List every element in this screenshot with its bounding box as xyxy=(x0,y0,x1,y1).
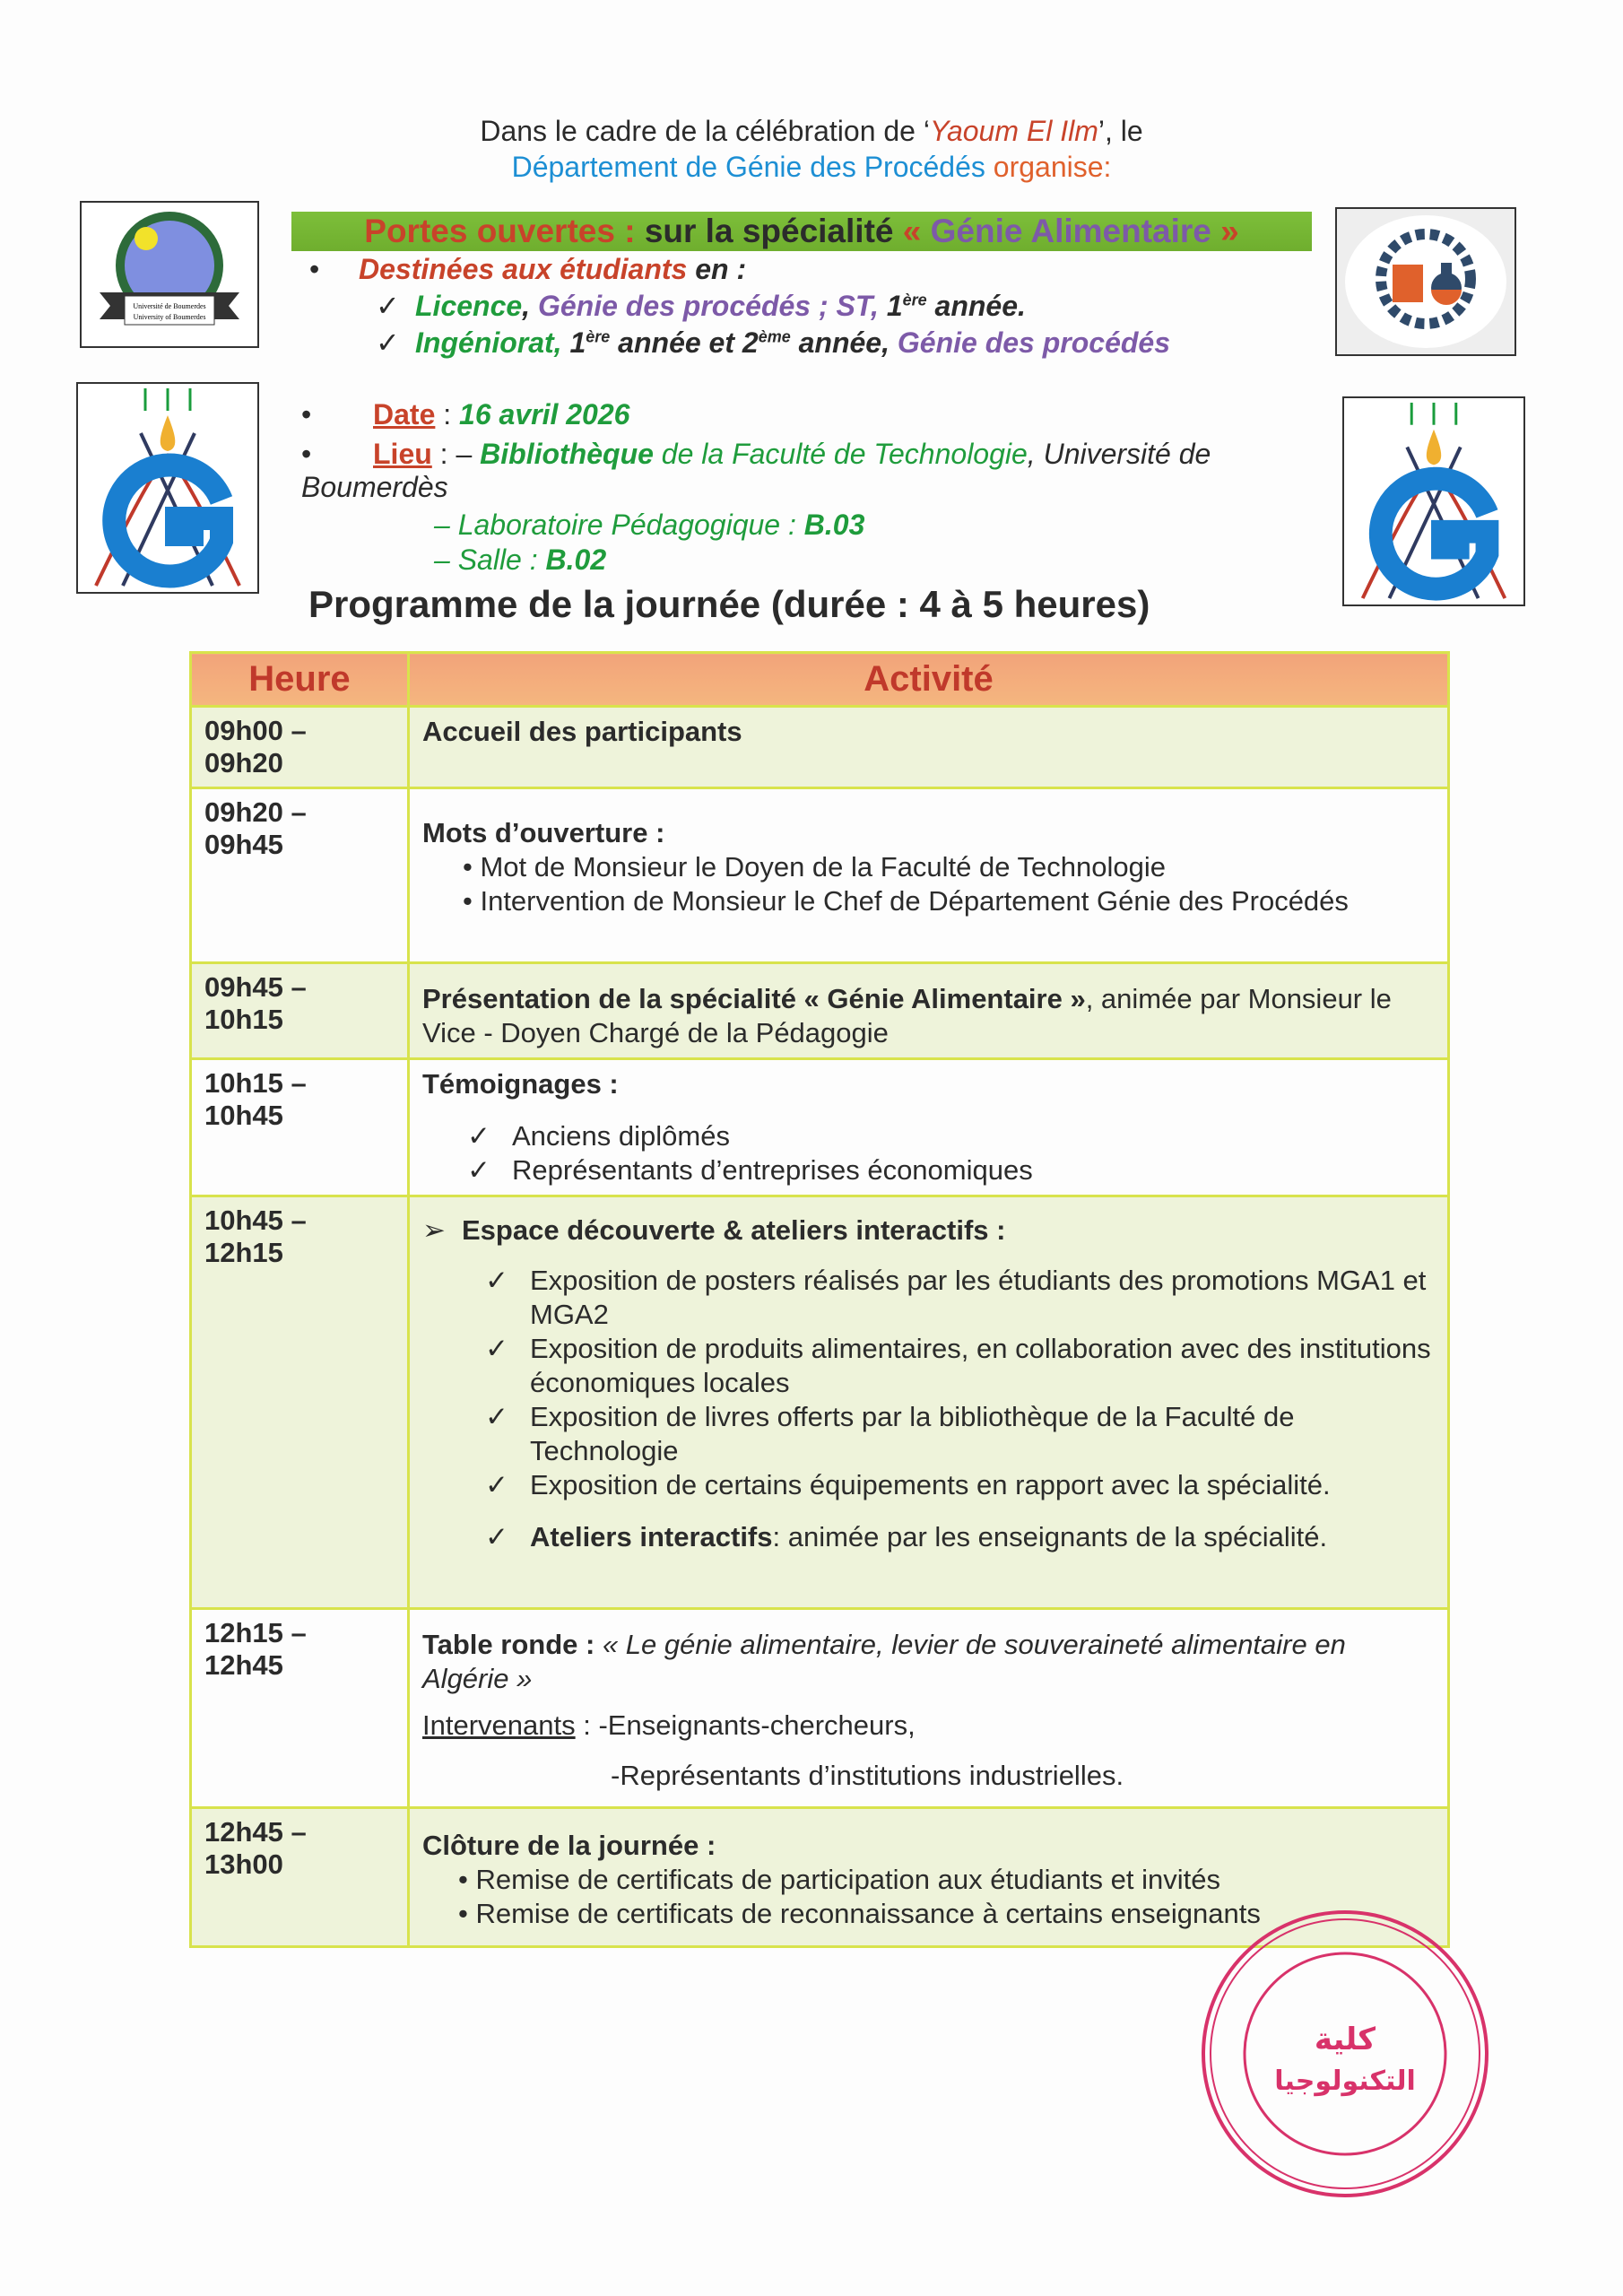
genie-alimentaire-logo-right xyxy=(1342,396,1525,606)
table-row xyxy=(191,1609,1449,1808)
activity-cell xyxy=(409,1609,1449,1808)
table-row xyxy=(191,707,1449,788)
time-cell xyxy=(191,963,409,1059)
check-icon: ✓ xyxy=(485,1333,508,1364)
time-end: 12h45 xyxy=(204,1649,283,1681)
activity-quote: « Le génie alimentaire, levier de souveraineté alimentaire en Algérie » xyxy=(422,1629,1346,1694)
item-text: 1 xyxy=(561,326,586,359)
lieu-universite: , Université de xyxy=(1027,438,1211,470)
date-value: 16 avril 2026 xyxy=(459,398,630,430)
lieu-laboratoire xyxy=(434,509,864,542)
audience-item-ingeniorat xyxy=(376,326,1170,360)
banner-specialite: Génie Alimentaire xyxy=(930,213,1211,249)
faculty-stamp xyxy=(1193,1901,1497,2206)
intervenant: -Représentants d’institutions industrielles. xyxy=(611,1760,1124,1791)
university-logo-icon xyxy=(82,203,257,346)
faculty-logo xyxy=(1335,207,1516,356)
genie-alimentaire-logo-left xyxy=(76,382,259,594)
intervenant: : -Enseignants-chercheurs, xyxy=(575,1709,916,1741)
arrow-bullet-icon: ➢ xyxy=(422,1214,446,1246)
check-icon: ✓ xyxy=(376,326,400,359)
lieu-salle xyxy=(434,544,606,577)
check-icon: ✓ xyxy=(467,1154,490,1186)
activity-title: Clôture de la journée : xyxy=(422,1830,716,1861)
table-row xyxy=(191,963,1449,1059)
time-end: 10h45 xyxy=(204,1100,283,1131)
lieu-bibliotheque: Bibliothèque xyxy=(480,438,654,470)
time-end: 10h15 xyxy=(204,1004,283,1035)
time-end: 09h20 xyxy=(204,747,283,778)
time-cell xyxy=(191,1609,409,1808)
title-banner xyxy=(291,212,1312,251)
svg-text:Université de Boumerdes: Université de Boumerdes xyxy=(133,302,206,310)
item-sup: ère xyxy=(586,327,611,346)
activity-item xyxy=(422,1264,1435,1332)
audience-en: en : xyxy=(687,253,747,285)
time-start: 12h15 – xyxy=(204,1617,307,1648)
activity-cell xyxy=(409,963,1449,1059)
lieu-sep: : – xyxy=(431,438,481,470)
lieu-sub-room: B.02 xyxy=(545,544,607,576)
activity-title: Témoignages : xyxy=(422,1068,619,1100)
activity-item: • Remise de certificats de participation aux étudiants et invités xyxy=(458,1864,1221,1895)
check-icon: ✓ xyxy=(485,1401,508,1432)
activity-item xyxy=(422,1400,1435,1468)
lieu-boumerdes: Boumerdès xyxy=(301,471,448,503)
activity-item: • Intervention de Monsieur le Chef de Département Génie des Procédés xyxy=(463,885,1349,917)
time-cell xyxy=(191,707,409,788)
activity-title: Mots d’ouverture : xyxy=(422,817,665,848)
stamp-icon xyxy=(1193,1901,1497,2206)
time-cell xyxy=(191,1059,409,1196)
item-text: année. xyxy=(926,290,1026,322)
activity-item xyxy=(422,1153,1435,1187)
programme-title: Programme de la journée (durée : 4 à 5 heures) xyxy=(308,583,1150,625)
yaoum-el-ilm: Yaoum El Ilm xyxy=(929,115,1098,147)
date-line xyxy=(301,398,629,431)
item-text: Exposition de produits alimentaires, en collaboration avec des institutions économiques locales xyxy=(530,1333,1431,1398)
banner-quote: » xyxy=(1211,213,1239,249)
activity-title: Accueil des participants xyxy=(422,716,742,747)
audience-label: Destinées aux étudiants xyxy=(359,253,688,285)
activity-item xyxy=(422,1332,1435,1400)
time-end: 12h15 xyxy=(204,1237,283,1268)
header-heure: Heure xyxy=(191,653,409,707)
audience-item-licence xyxy=(376,289,1026,323)
programme-table xyxy=(189,651,1450,1948)
banner-sur: sur la spécialité xyxy=(635,213,903,249)
check-icon: ✓ xyxy=(376,290,400,322)
item-text: Ingéniorat, xyxy=(415,326,562,359)
organise-text: organise: xyxy=(985,151,1112,183)
item-text: Anciens diplômés xyxy=(512,1120,730,1152)
item-text: Exposition de livres offerts par la bibliothèque de la Faculté de Technologie xyxy=(530,1401,1295,1466)
time-cell xyxy=(191,1196,409,1609)
time-end: 13h00 xyxy=(204,1848,283,1880)
intervenants-label: Intervenants xyxy=(422,1709,576,1741)
lieu-sub-text: – Salle : xyxy=(434,544,546,576)
activity-title-text: Espace découverte & ateliers interactifs : xyxy=(462,1214,1006,1246)
activity-item xyxy=(422,1520,1435,1554)
item-text: Exposition de posters réalisés par les étudiants des promotions MGA1 et MGA2 xyxy=(530,1265,1427,1330)
activity-cell xyxy=(409,707,1449,788)
item-text: Exposition de certains équipements en rapport avec la spécialité. xyxy=(530,1469,1331,1500)
intro-line-2 xyxy=(0,151,1623,184)
university-logo xyxy=(80,201,259,348)
intro-text: ’, le xyxy=(1098,115,1143,147)
check-icon: ✓ xyxy=(485,1265,508,1296)
table-header xyxy=(191,653,1449,707)
intro-line-1 xyxy=(0,115,1623,148)
lieu-sub-room: B.03 xyxy=(803,509,865,541)
time-start: 10h15 – xyxy=(204,1067,307,1099)
date-label: Date xyxy=(373,398,436,430)
intro-text: Dans le cadre de la célébration de ‘ xyxy=(480,115,930,147)
activity-title: Table ronde : xyxy=(422,1629,595,1660)
time-start: 09h00 – xyxy=(204,715,307,746)
activity-item: • Remise de certificats de reconnaissance à certains enseignants xyxy=(458,1898,1261,1929)
check-icon: ✓ xyxy=(467,1120,490,1152)
date-sep: : xyxy=(435,398,460,430)
time-end: 09h45 xyxy=(204,829,283,860)
lieu-line xyxy=(301,438,1324,471)
banner-portes: Portes ouvertes : xyxy=(364,213,636,249)
bullet-icon: • xyxy=(301,438,312,470)
time-start: 09h45 – xyxy=(204,971,307,1003)
svg-text:التكنولوجيا: التكنولوجيا xyxy=(1274,2066,1416,2097)
activity-item xyxy=(422,1119,1435,1153)
item-text: 1 xyxy=(878,290,903,322)
svg-text:University of Boumerdes: University of Boumerdes xyxy=(133,313,206,321)
faculty-logo-icon xyxy=(1337,209,1515,354)
table-row xyxy=(191,788,1449,963)
item-text: Licence xyxy=(415,290,523,322)
activity-item xyxy=(422,1468,1435,1502)
item-text: , xyxy=(522,290,538,322)
activity-cell xyxy=(409,1059,1449,1196)
activity-cell xyxy=(409,1196,1449,1609)
item-text: : animée par les enseignants de la spécialité. xyxy=(772,1521,1328,1552)
banner-quote: « xyxy=(902,213,931,249)
check-icon: ✓ xyxy=(485,1521,508,1552)
lieu-label: Lieu xyxy=(373,438,432,470)
check-icon: ✓ xyxy=(485,1469,508,1500)
bullet-icon: • xyxy=(301,398,312,430)
time-cell xyxy=(191,1808,409,1947)
activity-desc: , animée par Monsieur le Vice - Doyen Chargé de la Pédagogie xyxy=(422,983,1392,1048)
item-sup: ère xyxy=(902,291,927,309)
activity-cell xyxy=(409,788,1449,963)
item-text: année, xyxy=(790,326,898,359)
department-name: Département de Génie des Procédés xyxy=(511,151,985,183)
activity-title: Présentation de la spécialité « Génie Alimentaire » xyxy=(422,983,1086,1014)
item-text: Génie des procédés ; ST, xyxy=(537,290,879,322)
activity-item: • Mot de Monsieur le Doyen de la Faculté de Technologie xyxy=(463,851,1167,883)
lieu-faculte: de la Faculté de Technologie xyxy=(653,438,1028,470)
time-start: 09h20 – xyxy=(204,796,307,828)
item-bold: Ateliers interactifs xyxy=(530,1521,773,1552)
table-row xyxy=(191,1059,1449,1196)
bullet-icon: • xyxy=(309,253,320,285)
lieu-sub-text: – Laboratoire Pédagogique : xyxy=(434,509,804,541)
time-cell xyxy=(191,788,409,963)
activity-title xyxy=(422,1213,1435,1248)
header-activite: Activité xyxy=(409,653,1449,707)
time-start: 10h45 – xyxy=(204,1205,307,1236)
audience-lead xyxy=(309,253,746,286)
item-text: année et 2 xyxy=(610,326,759,359)
svg-text:كلية: كلية xyxy=(1314,2022,1376,2057)
item-text: Représentants d’entreprises économiques xyxy=(512,1154,1033,1186)
table-row xyxy=(191,1196,1449,1609)
item-sup: ème xyxy=(758,327,791,346)
genie-alimentaire-logo-icon xyxy=(78,384,257,592)
time-start: 12h45 – xyxy=(204,1816,307,1848)
item-text: Génie des procédés xyxy=(897,326,1170,359)
genie-alimentaire-logo-icon xyxy=(1344,398,1523,604)
